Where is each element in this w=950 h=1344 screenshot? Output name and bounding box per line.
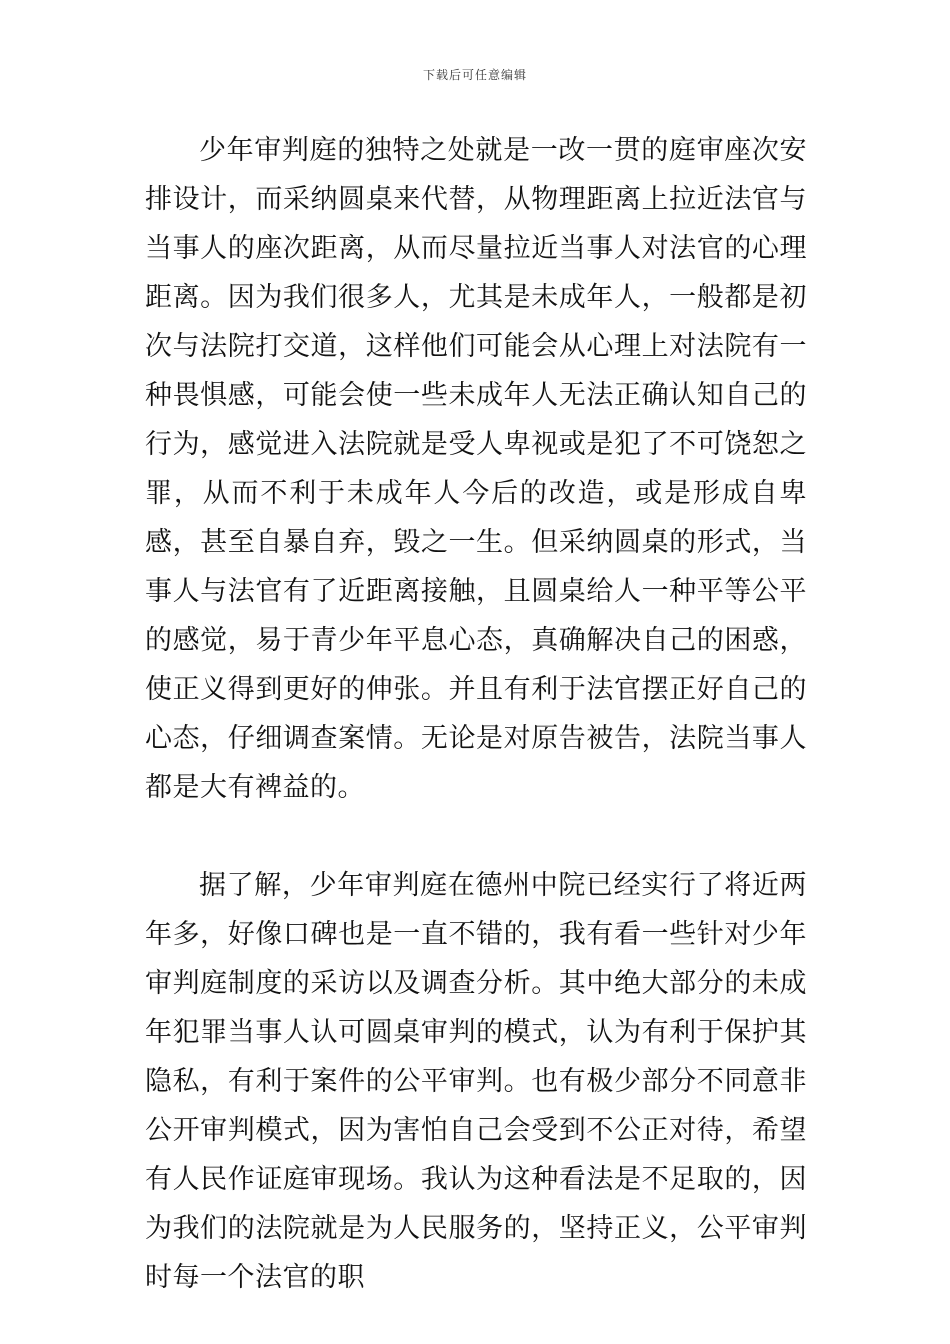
paragraph-1: 少年审判庭的独特之处就是一改一贯的庭审座次安排设计，而采纳圆桌来代替，从物理距离上拉近法官与当事人的座次距离，从而尽量拉近当事人对法官的心理距离。因为我们很多人，尤其是未成年人，一般都是初次与法院打交道，这样他们可能会从心理上对法院有一种畏惧感，可能会使一些未成年人无法正确认知自己的行为，感觉进入法院就是受人卑视或是犯了不可饶恕之罪，从而不利于未成年人今后的改造，或是形成自卑感，甚至自暴自弃，毁之一生。但采纳圆桌的形式，当事人与法官有了近距离接触，且圆桌给人一种平等公平的感觉，易于青少年平息心态，真确解决自己的困惑，使正义得到更好的伸张。并且有利于法官摆正好自己的心态，仔细调查案情。无论是对原告被告，法院当事人都是大有裨益的。 xyxy=(145,135,807,803)
page-header-note: 下载后可任意编辑 xyxy=(422,68,527,82)
paragraph-2: 据了解，少年审判庭在德州中院已经实行了将近两年多，好像口碑也是一直不错的，我有看一些针对少年审判庭制度的采访以及调查分析。其中绝大部分的未成年犯罪当事人认可圆桌审判的模式，认为有利于保护其隐私，有利于案件的公平审判。也有极少部分不同意非公开审判模式，因为害怕自己会受到不公正对待，希望有人民作证庭审现场。我认为这种看法是不足取的，因为我们的法院就是为人民服务的，坚持正义，公平审判时每一个法官的职 xyxy=(145,870,807,1293)
document-body xyxy=(145,126,807,1302)
